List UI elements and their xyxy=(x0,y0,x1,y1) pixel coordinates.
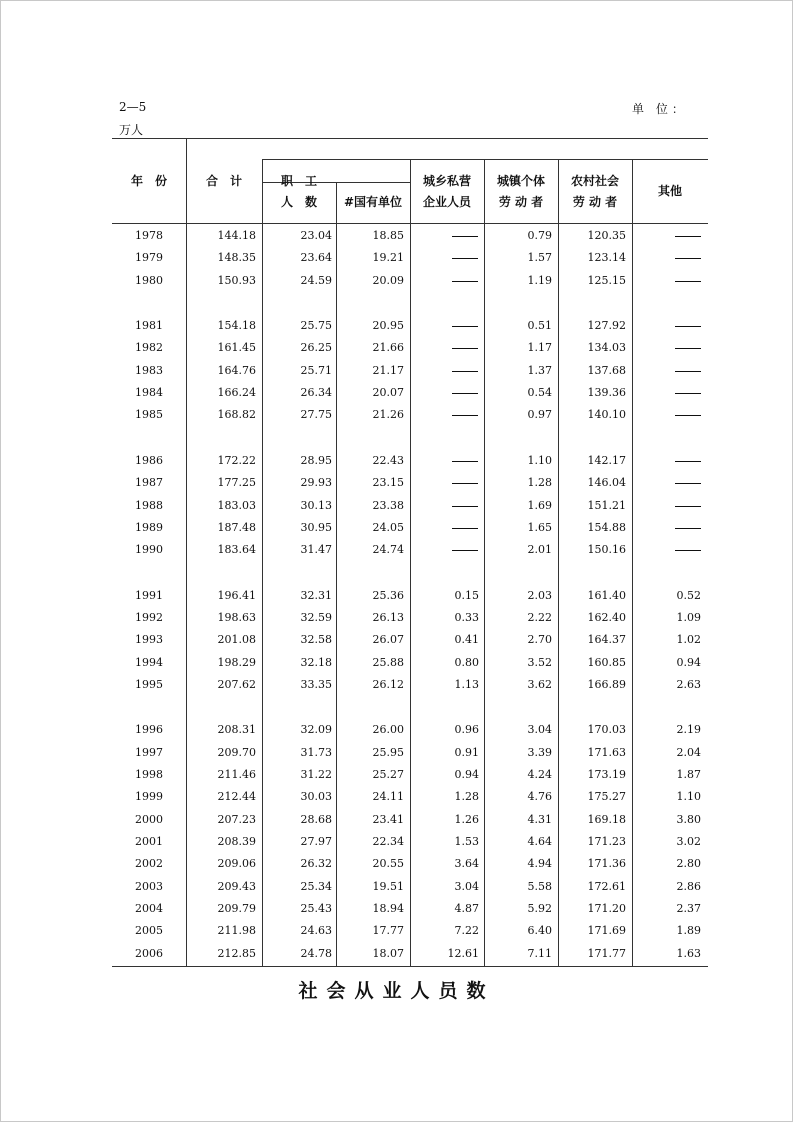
total-cell: 212.85 xyxy=(217,947,256,960)
total-cell: 187.48 xyxy=(217,521,256,534)
unit-label: 单 位： xyxy=(632,102,688,116)
other-cell: 2.37 xyxy=(676,902,701,915)
state-owned-cell: 23.38 xyxy=(372,499,404,512)
state-owned-cell: 19.21 xyxy=(372,251,404,264)
rural-cell: 140.10 xyxy=(587,408,626,421)
state-owned-cell: 26.12 xyxy=(372,678,404,691)
year-cell: 1986 xyxy=(135,454,163,467)
total-cell: 166.24 xyxy=(217,386,256,399)
year-cell: 1998 xyxy=(135,768,163,781)
total-cell: 208.39 xyxy=(217,835,256,848)
individual-cell: 0.51 xyxy=(527,319,552,332)
year-cell: 1993 xyxy=(135,633,163,646)
state-owned-cell: 18.94 xyxy=(372,902,404,915)
empty-dash xyxy=(452,528,478,529)
empty-dash xyxy=(452,393,478,394)
individual-cell: 5.92 xyxy=(527,902,552,915)
empty-dash xyxy=(452,348,478,349)
state-owned-cell: 18.85 xyxy=(372,229,404,242)
rural-cell: 154.88 xyxy=(587,521,626,534)
other-cell: 2.63 xyxy=(676,678,701,691)
staff-cell: 25.71 xyxy=(300,364,332,377)
staff-cell: 33.35 xyxy=(300,678,332,691)
private-cell: 0.91 xyxy=(454,746,479,759)
individual-cell: 7.11 xyxy=(527,947,552,960)
state-owned-cell: 20.55 xyxy=(372,857,404,870)
individual-cell: 4.94 xyxy=(527,857,552,870)
staff-cell: 28.68 xyxy=(300,813,332,826)
other-cell: 3.02 xyxy=(676,835,701,848)
state-owned-cell: 25.88 xyxy=(372,656,404,669)
total-cell: 172.22 xyxy=(217,454,256,467)
private-cell: 0.33 xyxy=(454,611,479,624)
individual-cell: 0.54 xyxy=(527,386,552,399)
header-individual-line1: 城镇个体 xyxy=(496,174,545,188)
state-owned-cell: 25.36 xyxy=(372,589,404,602)
total-cell: 154.18 xyxy=(217,319,256,332)
staff-cell: 23.64 xyxy=(300,251,332,264)
staff-cell: 30.03 xyxy=(300,790,332,803)
table-row xyxy=(0,539,793,561)
page-title: 社会从业人员数 xyxy=(298,980,495,1002)
total-cell: 207.23 xyxy=(217,813,256,826)
table-row xyxy=(0,517,793,539)
individual-cell: 5.58 xyxy=(527,880,552,893)
table-row xyxy=(0,607,793,629)
header-total: 合 计 xyxy=(205,174,242,188)
year-cell: 2004 xyxy=(135,902,163,915)
state-owned-cell: 17.77 xyxy=(372,924,404,937)
other-cell: 2.86 xyxy=(676,880,701,893)
table-row xyxy=(0,337,793,359)
staff-cell: 26.25 xyxy=(300,341,332,354)
staff-cell: 31.22 xyxy=(300,768,332,781)
year-cell: 1992 xyxy=(135,611,163,624)
individual-cell: 0.97 xyxy=(527,408,552,421)
staff-cell: 23.04 xyxy=(300,229,332,242)
rural-cell: 160.85 xyxy=(587,656,626,669)
empty-dash xyxy=(452,550,478,551)
empty-dash xyxy=(675,483,701,484)
private-cell: 0.94 xyxy=(454,768,479,781)
total-cell: 196.41 xyxy=(217,589,256,602)
private-cell: 1.26 xyxy=(454,813,479,826)
other-cell: 1.89 xyxy=(676,924,701,937)
rural-cell: 166.89 xyxy=(587,678,626,691)
state-owned-cell: 24.05 xyxy=(372,521,404,534)
staff-cell: 27.97 xyxy=(300,835,332,848)
table-row xyxy=(0,270,793,292)
total-cell: 161.45 xyxy=(217,341,256,354)
total-cell: 212.44 xyxy=(217,790,256,803)
other-cell: 0.52 xyxy=(676,589,701,602)
empty-dash xyxy=(675,236,701,237)
private-cell: 3.64 xyxy=(454,857,479,870)
header-other: 其他 xyxy=(657,184,682,198)
year-cell: 1981 xyxy=(135,319,163,332)
empty-dash xyxy=(675,393,701,394)
empty-dash xyxy=(452,258,478,259)
empty-dash xyxy=(452,483,478,484)
header-year: 年 份 xyxy=(130,174,167,188)
table-row xyxy=(0,404,793,426)
total-cell: 198.29 xyxy=(217,656,256,669)
year-cell: 2002 xyxy=(135,857,163,870)
rural-cell: 162.40 xyxy=(587,611,626,624)
empty-dash xyxy=(452,371,478,372)
individual-cell: 2.03 xyxy=(527,589,552,602)
empty-dash xyxy=(675,506,701,507)
year-cell: 1995 xyxy=(135,678,163,691)
other-cell: 1.09 xyxy=(676,611,701,624)
total-cell: 209.43 xyxy=(217,880,256,893)
individual-cell: 4.24 xyxy=(527,768,552,781)
staff-cell: 30.95 xyxy=(300,521,332,534)
total-cell: 209.79 xyxy=(217,902,256,915)
total-cell: 209.70 xyxy=(217,746,256,759)
private-cell: 3.04 xyxy=(454,880,479,893)
rural-cell: 175.27 xyxy=(587,790,626,803)
staff-cell: 26.34 xyxy=(300,386,332,399)
table-row xyxy=(0,898,793,920)
rural-cell: 170.03 xyxy=(587,723,626,736)
rural-cell: 173.19 xyxy=(587,768,626,781)
total-cell: 201.08 xyxy=(217,633,256,646)
header-staff-group: 职 工 xyxy=(280,174,317,188)
year-cell: 1984 xyxy=(135,386,163,399)
rural-cell: 172.61 xyxy=(587,880,626,893)
year-cell: 2001 xyxy=(135,835,163,848)
private-cell: 0.96 xyxy=(454,723,479,736)
year-cell: 1978 xyxy=(135,229,163,242)
individual-cell: 1.69 xyxy=(527,499,552,512)
year-cell: 1983 xyxy=(135,364,163,377)
individual-cell: 2.22 xyxy=(527,611,552,624)
empty-dash xyxy=(675,461,701,462)
empty-dash xyxy=(675,348,701,349)
year-cell: 2000 xyxy=(135,813,163,826)
table-row xyxy=(0,495,793,517)
rural-cell: 120.35 xyxy=(587,229,626,242)
staff-cell: 25.75 xyxy=(300,319,332,332)
year-cell: 2006 xyxy=(135,947,163,960)
empty-dash xyxy=(675,281,701,282)
staff-cell: 32.18 xyxy=(300,656,332,669)
state-owned-cell: 26.00 xyxy=(372,723,404,736)
total-cell: 209.06 xyxy=(217,857,256,870)
table-row xyxy=(0,943,793,965)
staff-cell: 32.09 xyxy=(300,723,332,736)
total-cell: 198.63 xyxy=(217,611,256,624)
private-cell: 7.22 xyxy=(454,924,479,937)
empty-dash xyxy=(452,281,478,282)
table-row xyxy=(0,315,793,337)
rural-cell: 161.40 xyxy=(587,589,626,602)
staff-cell: 24.63 xyxy=(300,924,332,937)
rural-cell: 125.15 xyxy=(587,274,626,287)
rural-cell: 171.63 xyxy=(587,746,626,759)
year-cell: 1997 xyxy=(135,746,163,759)
empty-dash xyxy=(452,326,478,327)
individual-cell: 1.65 xyxy=(527,521,552,534)
individual-cell: 4.76 xyxy=(527,790,552,803)
state-owned-cell: 22.34 xyxy=(372,835,404,848)
rural-cell: 142.17 xyxy=(587,454,626,467)
rural-cell: 134.03 xyxy=(587,341,626,354)
rural-cell: 171.77 xyxy=(587,947,626,960)
staff-cell: 25.34 xyxy=(300,880,332,893)
private-cell: 4.87 xyxy=(454,902,479,915)
header-rural-line2: 劳 动 者 xyxy=(572,195,618,209)
rural-cell: 171.36 xyxy=(587,857,626,870)
table-row xyxy=(0,225,793,247)
state-owned-cell: 20.09 xyxy=(372,274,404,287)
empty-dash xyxy=(452,236,478,237)
total-cell: 150.93 xyxy=(217,274,256,287)
state-owned-cell: 24.74 xyxy=(372,543,404,556)
private-cell: 0.15 xyxy=(454,589,479,602)
private-cell: 12.61 xyxy=(447,947,479,960)
other-cell: 2.80 xyxy=(676,857,701,870)
staff-cell: 30.13 xyxy=(300,499,332,512)
individual-cell: 1.37 xyxy=(527,364,552,377)
individual-cell: 0.79 xyxy=(527,229,552,242)
empty-dash xyxy=(675,371,701,372)
table-row xyxy=(0,652,793,674)
table-row xyxy=(0,831,793,853)
other-cell: 1.87 xyxy=(676,768,701,781)
rural-cell: 127.92 xyxy=(587,319,626,332)
private-cell: 0.41 xyxy=(454,633,479,646)
table-row xyxy=(0,674,793,696)
table-row xyxy=(0,450,793,472)
table-row xyxy=(0,764,793,786)
year-cell: 1994 xyxy=(135,656,163,669)
state-owned-cell: 25.95 xyxy=(372,746,404,759)
other-cell: 3.80 xyxy=(676,813,701,826)
individual-cell: 1.57 xyxy=(527,251,552,264)
total-cell: 183.03 xyxy=(217,499,256,512)
empty-dash xyxy=(675,258,701,259)
table-row xyxy=(0,585,793,607)
individual-cell: 1.17 xyxy=(527,341,552,354)
individual-cell: 1.28 xyxy=(527,476,552,489)
year-cell: 2003 xyxy=(135,880,163,893)
rural-cell: 151.21 xyxy=(587,499,626,512)
year-cell: 1996 xyxy=(135,723,163,736)
rural-cell: 139.36 xyxy=(587,386,626,399)
year-cell: 1989 xyxy=(135,521,163,534)
unit-value: 万人 xyxy=(119,123,144,137)
individual-cell: 6.40 xyxy=(527,924,552,937)
table-row xyxy=(0,809,793,831)
empty-dash xyxy=(452,506,478,507)
staff-cell: 31.73 xyxy=(300,746,332,759)
individual-cell: 3.52 xyxy=(527,656,552,669)
other-cell: 2.19 xyxy=(676,723,701,736)
state-owned-cell: 23.41 xyxy=(372,813,404,826)
other-cell: 1.63 xyxy=(676,947,701,960)
individual-cell: 4.31 xyxy=(527,813,552,826)
other-cell: 1.02 xyxy=(676,633,701,646)
header-individual-line2: 劳 动 者 xyxy=(498,195,544,209)
year-cell: 1979 xyxy=(135,251,163,264)
staff-cell: 25.43 xyxy=(300,902,332,915)
individual-cell: 4.64 xyxy=(527,835,552,848)
rural-cell: 123.14 xyxy=(587,251,626,264)
staff-cell: 29.93 xyxy=(300,476,332,489)
individual-cell: 2.01 xyxy=(527,543,552,556)
total-cell: 177.25 xyxy=(217,476,256,489)
individual-cell: 3.04 xyxy=(527,723,552,736)
staff-cell: 26.32 xyxy=(300,857,332,870)
year-cell: 1987 xyxy=(135,476,163,489)
rural-cell: 171.23 xyxy=(587,835,626,848)
table-row xyxy=(0,853,793,875)
table-row xyxy=(0,472,793,494)
individual-cell: 1.10 xyxy=(527,454,552,467)
state-owned-cell: 24.11 xyxy=(372,790,404,803)
rural-cell: 137.68 xyxy=(587,364,626,377)
year-cell: 1999 xyxy=(135,790,163,803)
empty-dash xyxy=(452,415,478,416)
other-cell: 2.04 xyxy=(676,746,701,759)
state-owned-cell: 18.07 xyxy=(372,947,404,960)
table-row xyxy=(0,876,793,898)
year-cell: 1990 xyxy=(135,543,163,556)
rural-cell: 171.20 xyxy=(587,902,626,915)
empty-dash xyxy=(675,550,701,551)
rural-cell: 164.37 xyxy=(587,633,626,646)
year-cell: 2005 xyxy=(135,924,163,937)
header-staff-count: 人 数 xyxy=(280,195,317,209)
empty-dash xyxy=(452,461,478,462)
rural-cell: 150.16 xyxy=(587,543,626,556)
staff-cell: 32.58 xyxy=(300,633,332,646)
year-cell: 1988 xyxy=(135,499,163,512)
state-owned-cell: 25.27 xyxy=(372,768,404,781)
total-cell: 211.46 xyxy=(217,768,256,781)
individual-cell: 3.62 xyxy=(527,678,552,691)
table-row xyxy=(0,786,793,808)
staff-cell: 24.59 xyxy=(300,274,332,287)
total-cell: 183.64 xyxy=(217,543,256,556)
private-cell: 1.28 xyxy=(454,790,479,803)
year-cell: 1980 xyxy=(135,274,163,287)
year-cell: 1985 xyxy=(135,408,163,421)
rural-cell: 171.69 xyxy=(587,924,626,937)
other-cell: 1.10 xyxy=(676,790,701,803)
table-row xyxy=(0,742,793,764)
table-code: 2—5 xyxy=(119,100,147,114)
state-owned-cell: 21.26 xyxy=(372,408,404,421)
year-cell: 1991 xyxy=(135,589,163,602)
state-owned-cell: 23.15 xyxy=(372,476,404,489)
private-cell: 0.80 xyxy=(454,656,479,669)
state-owned-cell: 20.95 xyxy=(372,319,404,332)
empty-dash xyxy=(675,415,701,416)
state-owned-cell: 21.17 xyxy=(372,364,404,377)
total-cell: 144.18 xyxy=(217,229,256,242)
individual-cell: 2.70 xyxy=(527,633,552,646)
other-cell: 0.94 xyxy=(676,656,701,669)
private-cell: 1.53 xyxy=(454,835,479,848)
state-owned-cell: 21.66 xyxy=(372,341,404,354)
staff-cell: 32.31 xyxy=(300,589,332,602)
table-row xyxy=(0,382,793,404)
staff-cell: 24.78 xyxy=(300,947,332,960)
rural-cell: 146.04 xyxy=(587,476,626,489)
empty-dash xyxy=(675,528,701,529)
table-row xyxy=(0,360,793,382)
total-cell: 148.35 xyxy=(217,251,256,264)
staff-cell: 32.59 xyxy=(300,611,332,624)
total-cell: 207.62 xyxy=(217,678,256,691)
state-owned-cell: 20.07 xyxy=(372,386,404,399)
empty-dash xyxy=(675,326,701,327)
total-cell: 208.31 xyxy=(217,723,256,736)
staff-cell: 28.95 xyxy=(300,454,332,467)
state-owned-cell: 26.13 xyxy=(372,611,404,624)
header-state-owned: #国有单位 xyxy=(343,195,403,209)
total-cell: 164.76 xyxy=(217,364,256,377)
rural-cell: 169.18 xyxy=(587,813,626,826)
state-owned-cell: 22.43 xyxy=(372,454,404,467)
total-cell: 168.82 xyxy=(217,408,256,421)
table-row xyxy=(0,719,793,741)
header-rural-line1: 农村社会 xyxy=(570,174,619,188)
private-cell: 1.13 xyxy=(454,678,479,691)
state-owned-cell: 26.07 xyxy=(372,633,404,646)
state-owned-cell: 19.51 xyxy=(372,880,404,893)
header-private-line2: 企业人员 xyxy=(422,195,471,209)
staff-cell: 27.75 xyxy=(300,408,332,421)
year-cell: 1982 xyxy=(135,341,163,354)
staff-cell: 31.47 xyxy=(300,543,332,556)
header-private-line1: 城乡私营 xyxy=(422,174,471,188)
table-row xyxy=(0,629,793,651)
individual-cell: 1.19 xyxy=(527,274,552,287)
table-row xyxy=(0,920,793,942)
individual-cell: 3.39 xyxy=(527,746,552,759)
total-cell: 211.98 xyxy=(217,924,256,937)
table-row xyxy=(0,247,793,269)
